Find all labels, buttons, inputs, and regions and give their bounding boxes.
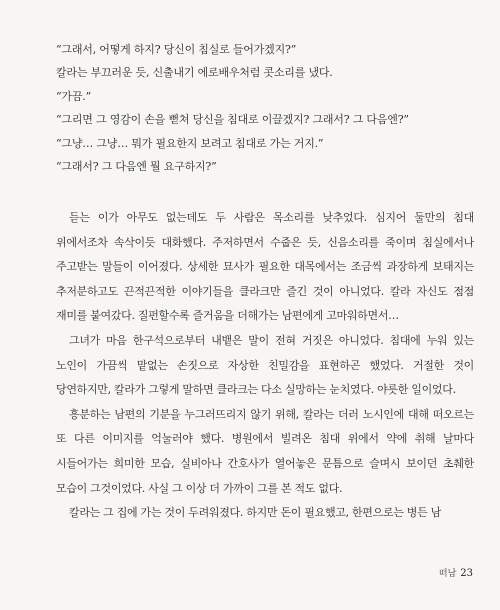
page-number: 23 [460,568,473,579]
dialogue-line: 칼라는 부끄러운 듯, 신출내기 에로배우처럼 콧소리를 냈다. [56,66,333,80]
dialogue-block [56,38,486,178]
dialogue-line: “그냥… 그냥… 뭐가 필요한지 보려고 침대로 가는 거지.” [56,136,324,150]
paragraph: 그녀가 마음 한구석으로부터 내뱉은 말이 전혀 거짓은 아니었다. 침대에 누워 있는 노인이 가끔씩 맡없는 손짓으로 자상한 친밀감을 표현하곤 했었다. 거절한 것이 당연하지만, 칼라가 그렇게 말하면 클라크는 다소 실망하는 눈치였다. 야릇한 일이었다. [56,333,474,397]
paragraph: 듣는 이가 아무도 없는데도 두 사람은 목소리를 낮추었다. 심지어 둘만의 침대 위에서조차 속삭이듯 대화했다. 주저하면서 수줍은 듯, 신음소리를 죽이며 침실에서나 주고받는 말들이 이어졌다. 상세한 묘사가 필요한 대목에서는 조금씩 과장하게 보태지는 추저분하고도 끈적끈적한 이야기들을 클라크만 즐긴 것이 아니었다. 칼라 자신도 점점 재미를 붙여갔다. 질펀할수록 즐거움을 더해가는 남편에게 고마워하면서… [56,211,474,323]
dialogue-line: “가끔.” [56,89,91,103]
dialogue-line: “그리면 그 영감이 손을 뻗쳐 당신을 침대로 이끌겠지? 그래서? 그 다음엔?” [56,113,409,127]
running-title: 떠남 [438,569,457,579]
dialogue-line: “그래서? 그 다음엔 뭘 요구하지?” [56,160,217,174]
paragraph: 칼라는 그 집에 가는 것이 두려워졌다. 하지만 돈이 필요했고, 한편으로는 병든 남 [69,506,441,520]
page-footer [439,566,473,579]
prose-block [56,206,474,526]
dialogue-line: “그래서, 어떻게 하지? 당신이 침실로 들어가겠지?” [56,43,297,56]
paragraph: 흥분하는 남편의 기분을 누그러뜨리지 않기 위해, 칼라는 더러 노시인에 대해 떠오르는 또 다른 이미지를 억눌러야 했다. 병원에서 빌려온 침대 위에서 약에 취해 날마다 시들어가는 희미한 모습, 실비아나 간호사가 열어놓은 문틈으로 슬며시 보이던 초췌한 모습이 그것이었다. 사실 그 이상 더 가까이 그를 본 적도 없다. [56,407,474,495]
